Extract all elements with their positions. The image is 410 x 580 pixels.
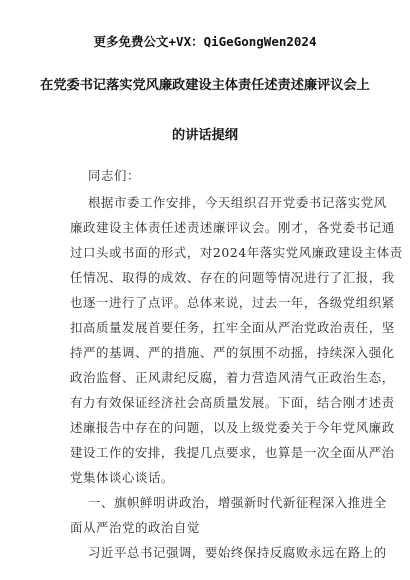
greeting: 同志们： bbox=[88, 168, 140, 183]
document-title-line-1: 在党委书记落实党风廉政建设主体责任述责述廉评议会上 bbox=[40, 78, 370, 93]
paragraph-line: 有力有效保证经济社会高质量发展。下面，结合刚才述责 bbox=[70, 395, 395, 410]
document-title-line-2: 的讲话提纲 bbox=[172, 128, 238, 143]
section-heading-line: 一、旗帜鲜明讲政治，增强新时代新征程深入推进全 bbox=[88, 495, 387, 510]
paragraph-line: 根据市委工作安排，今天组织召开党委书记落实党风 bbox=[88, 195, 387, 210]
paragraph-line: 扣高质量发展首要任务，扛牢全面从严治党政治责任，坚 bbox=[70, 320, 395, 335]
section-heading-line: 面从严治党的政治自觉 bbox=[70, 520, 200, 535]
paragraph-line: 廉政建设主体责任述责述廉评议会。刚才，各党委书记通 bbox=[70, 220, 395, 235]
paragraph-line: 述廉报告中存在的问题，以及上级党委关于今年党风廉政 bbox=[70, 420, 395, 435]
paragraph-line: 建设工作的安排，我提几点要求，也算是一次全面从严治 bbox=[70, 445, 395, 460]
paragraph-line: 过口头或书面的形式，对2024年落实党风廉政建设主体责 bbox=[70, 245, 403, 260]
paragraph-line: 政治监督、正风肃纪反腐，着力营造风清气正政治生态， bbox=[70, 370, 395, 385]
paragraph-line: 也逐一进行了点评。总体来说，过去一年，各级党组织紧 bbox=[70, 295, 395, 310]
paragraph-line: 任情况、取得的成效、存在的问题等情况进行了汇报，我 bbox=[70, 270, 395, 285]
paragraph-line: 党集体谈心谈话。 bbox=[70, 470, 174, 485]
document-header: 更多免费公文+VX：QiGeGongWen2024 bbox=[93, 34, 317, 49]
paragraph-line: 习近平总书记强调，要始终保持反腐败永远在路上的 bbox=[88, 545, 387, 560]
paragraph-line: 持严的基调、严的措施、严的氛围不动摇，持续深入强化 bbox=[70, 345, 395, 360]
